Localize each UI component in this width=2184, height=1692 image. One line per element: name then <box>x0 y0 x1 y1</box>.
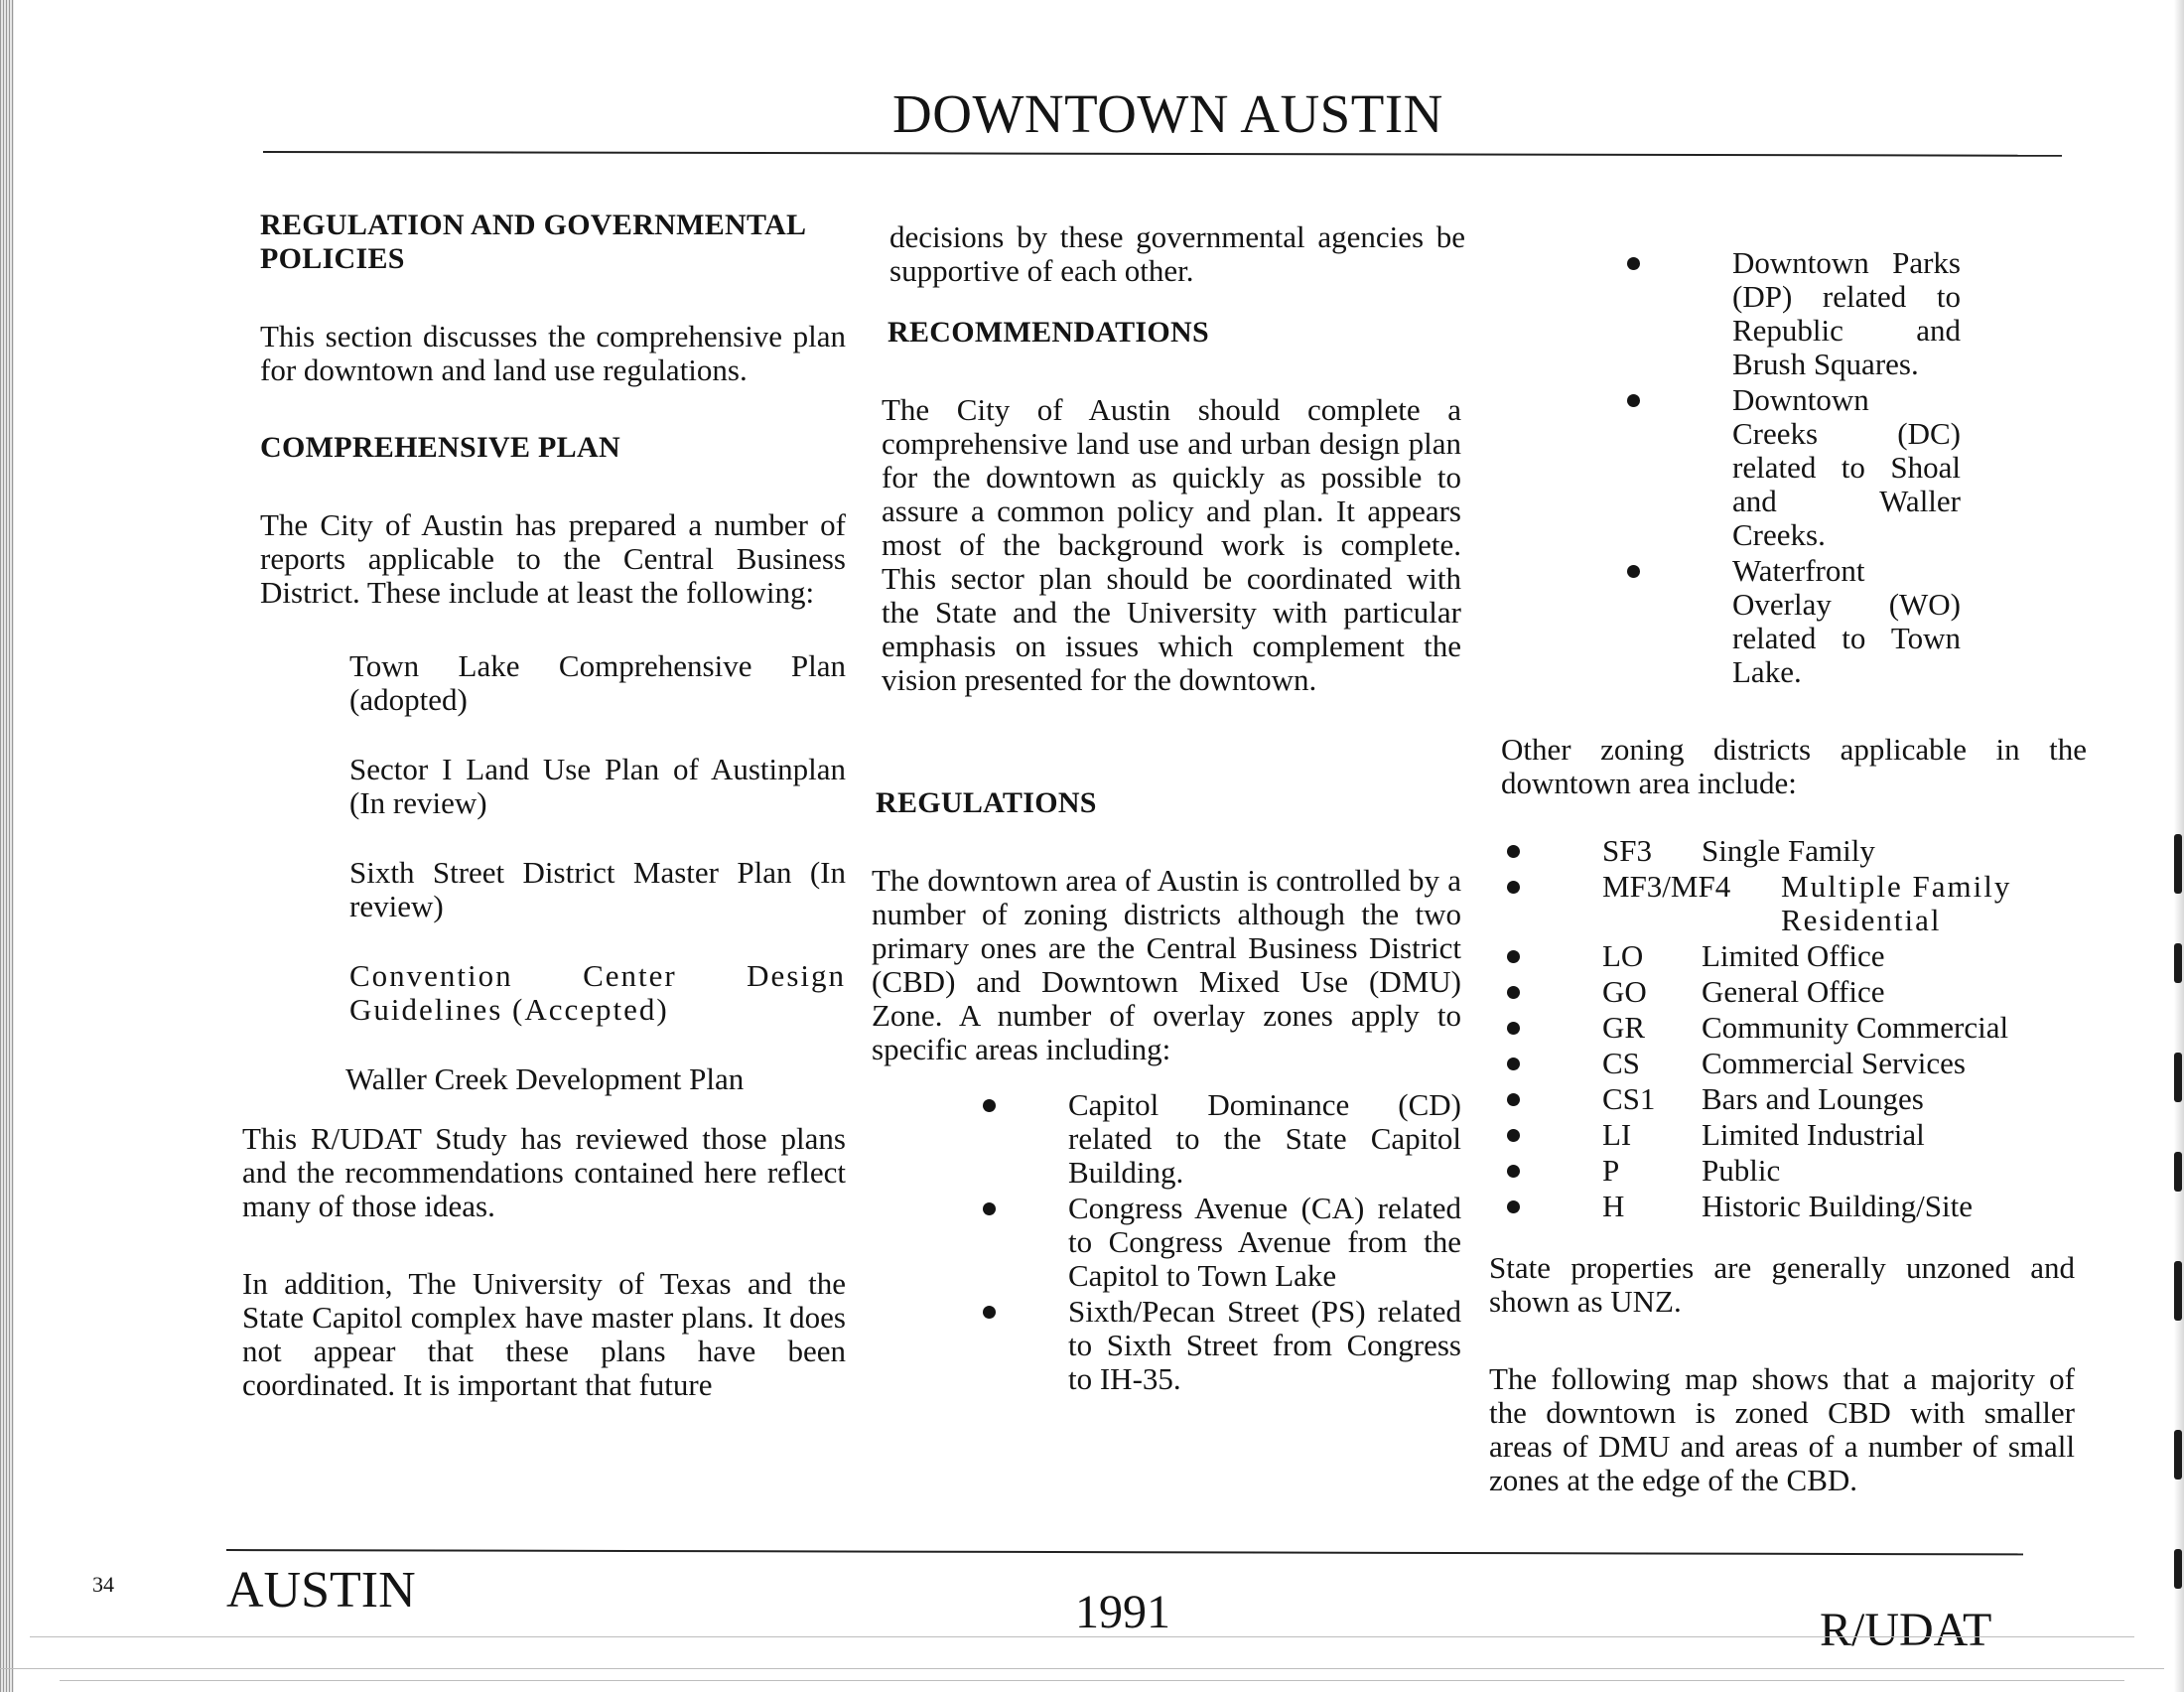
zone-code: SF3 <box>1602 833 1652 868</box>
zone-description: Community Commercial <box>1702 1010 2009 1045</box>
scan-artifact-line <box>0 1668 2164 1669</box>
overlay-zone-item: Capitol Dominance (CD) related to the State Capitol Building. <box>969 1088 1461 1190</box>
plans-list <box>260 649 846 1096</box>
heading-recommendations: RECOMMENDATIONS <box>887 316 1209 349</box>
scan-artifact-line <box>30 1636 2134 1637</box>
zone-description: General Office <box>1702 974 1885 1009</box>
column-middle <box>870 199 1465 1396</box>
bullet-icon <box>1627 257 1640 270</box>
overlay-zone-item: Downtown Parks (DP) related to Republic and Brush Squares. <box>1613 246 1961 381</box>
scan-edge-mark <box>2174 1152 2182 1192</box>
regulations-paragraph: The downtown area of Austin is controlled by a number of zoning districts although the two primary ones are the Central Business District (CBD) and Downtown Mixed Use (DMU) Zone. A number of overlay zones apply to specific areas including: <box>872 863 1461 1066</box>
continuation-paragraph: decisions by these governmental agencies be supportive of each other. <box>889 219 1465 288</box>
zone-code: LO <box>1602 938 1644 973</box>
page-title: DOWNTOWN AUSTIN <box>892 83 1443 144</box>
zone-description: Limited Industrial <box>1702 1117 1925 1152</box>
bullet-icon <box>1507 986 1520 999</box>
state-properties-paragraph: State properties are generally unzoned and shown as UNZ. <box>1489 1250 2075 1319</box>
zoning-district-item <box>1491 870 2085 937</box>
zoning-district-item <box>1491 1118 2085 1152</box>
column-left <box>242 199 846 1402</box>
zoning-districts-list <box>1491 834 2085 1223</box>
zoning-district-item <box>1491 1047 2085 1080</box>
bullet-icon <box>1507 1058 1520 1070</box>
heading-regulation-policies: REGULATION AND GOVERNMENTAL POLICIES <box>260 209 805 275</box>
footer-publisher: R/UDAT <box>1820 1604 1992 1656</box>
map-paragraph: The following map shows that a majority of the downtown is zoned CBD with smaller areas of DMU and areas of a number of small zones at the edge of the CBD. <box>1489 1361 2075 1497</box>
study-paragraph: This R/UDAT Study has reviewed those plans and the recommendations contained here reflect many of those ideas. <box>242 1121 846 1223</box>
intro-paragraph: This section discusses the comprehensive plan for downtown and land use regulations. <box>260 319 846 387</box>
zone-description: Commercial Services <box>1702 1046 1966 1080</box>
zone-description: Public <box>1702 1153 1781 1188</box>
plan-item: Town Lake Comprehensive Plan (adopted) <box>349 648 846 717</box>
reports-paragraph: The City of Austin has prepared a number of reports applicable to the Central Business District. These include at least the following: <box>260 507 846 610</box>
overlay-zone-item: Congress Avenue (CA) related to Congress Avenue from the Capitol to Town Lake <box>969 1192 1461 1293</box>
bullet-icon <box>1507 1129 1520 1142</box>
footer-city: AUSTIN <box>226 1562 416 1619</box>
zone-code: GR <box>1602 1010 1646 1045</box>
zone-code: MF3/MF4 <box>1602 869 1731 904</box>
zone-description: Limited Office <box>1702 938 1885 973</box>
heading-regulations: REGULATIONS <box>876 786 1097 819</box>
bullet-icon <box>1507 1165 1520 1178</box>
recommendations-paragraph: The City of Austin should complete a comprehensive land use and urban design plan for the downtown as quickly as possible to assure a common policy and plan. It appears most of the background work is complete. This sector plan should be coordinated with the State and the University with particular emphasis on issues which complement the vision presented for the downtown. <box>882 392 1461 697</box>
scan-artifact-line <box>60 1680 2124 1681</box>
scan-edge-mark <box>2174 1430 2182 1480</box>
page-number: 34 <box>92 1572 114 1597</box>
zone-code: CS <box>1602 1046 1640 1080</box>
zone-code: P <box>1602 1153 1620 1188</box>
footer-rule <box>226 1549 2023 1555</box>
overlay-zones-list-continued <box>1489 246 1961 689</box>
bullet-icon <box>1507 1093 1520 1106</box>
bullet-icon <box>983 1202 996 1215</box>
zone-code: LI <box>1602 1117 1632 1152</box>
overlay-zone-item: Downtown Creeks (DC) related to Shoal and Waller Creeks. <box>1613 383 1961 552</box>
zone-code: CS1 <box>1602 1081 1656 1116</box>
heading-comprehensive-plan: COMPREHENSIVE PLAN <box>260 431 620 464</box>
header-rule <box>263 151 2062 157</box>
overlay-zone-item: Sixth/Pecan Street (PS) related to Sixth Street from Congress to IH-35. <box>969 1295 1461 1396</box>
zone-code: H <box>1602 1189 1625 1223</box>
bullet-icon <box>983 1099 996 1112</box>
footer-year: 1991 <box>1075 1586 1170 1638</box>
other-zoning-paragraph: Other zoning districts applicable in the downtown area include: <box>1501 732 2087 800</box>
plan-item: Sixth Street District Master Plan (In review) <box>349 855 846 923</box>
overlay-zone-item: Waterfront Overlay (WO) related to Town Lake. <box>1613 554 1961 689</box>
zone-description: Single Family <box>1702 833 1875 868</box>
scan-binding-edge <box>0 0 14 1692</box>
bullet-icon <box>1507 845 1520 858</box>
zoning-district-item <box>1491 975 2085 1009</box>
zoning-district-item <box>1491 939 2085 973</box>
column-right <box>1489 199 2085 1497</box>
zone-code: GO <box>1602 974 1647 1009</box>
zoning-district-item <box>1491 834 2085 868</box>
bullet-icon <box>1507 1200 1520 1213</box>
zone-description: Historic Building/Site <box>1702 1189 1973 1223</box>
plan-item: Convention Center Design Guidelines (Accepted) <box>349 958 846 1027</box>
scan-edge-mark <box>2174 1053 2182 1102</box>
plan-item: Waller Creek Development Plan <box>345 1061 745 1096</box>
bullet-icon <box>1627 565 1640 578</box>
zoning-district-item <box>1491 1082 2085 1116</box>
addition-paragraph: In addition, The University of Texas and the State Capitol complex have master plans. It does not appear that these plans have been coordinated. It is important that future <box>242 1266 846 1402</box>
scan-edge-mark <box>2174 834 2182 894</box>
bullet-icon <box>983 1306 996 1319</box>
zoning-district-item <box>1491 1154 2085 1188</box>
zone-description: Bars and Lounges <box>1702 1081 1924 1116</box>
bullet-icon <box>1627 394 1640 407</box>
scan-edge-mark <box>2174 943 2182 983</box>
scan-edge-mark <box>2174 1261 2182 1321</box>
bullet-icon <box>1507 881 1520 894</box>
bullet-icon <box>1507 950 1520 963</box>
zone-description: Multiple Family Residential <box>1781 869 2012 937</box>
bullet-icon <box>1507 1022 1520 1035</box>
zoning-district-item <box>1491 1190 2085 1223</box>
plan-item: Sector I Land Use Plan of Austinplan (In review) <box>349 752 846 820</box>
scan-edge-mark <box>2174 1549 2182 1589</box>
overlay-zones-list <box>870 1088 1461 1396</box>
zoning-district-item <box>1491 1011 2085 1045</box>
